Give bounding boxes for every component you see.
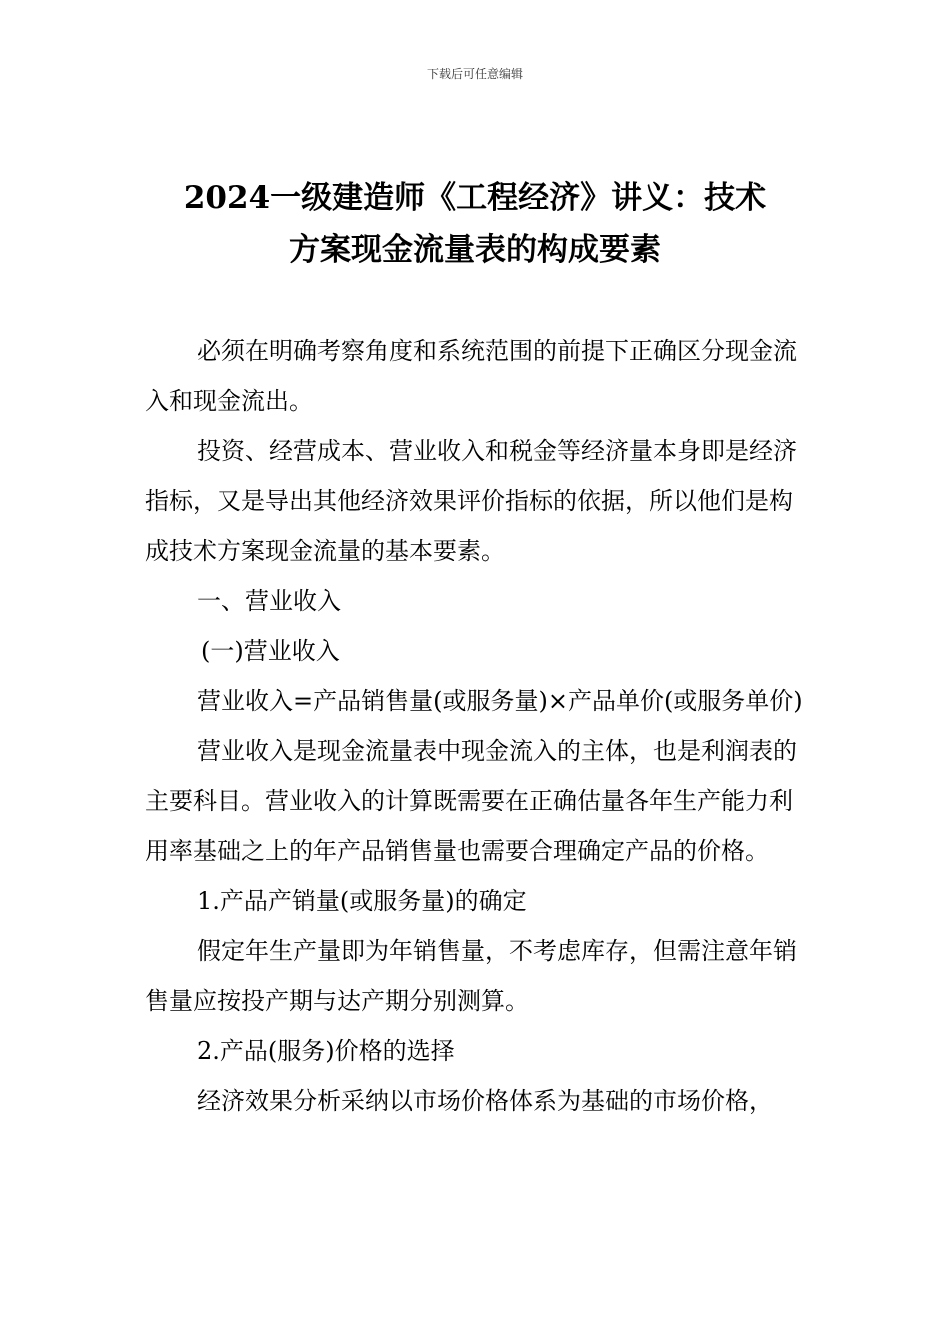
document-title-line-1: 2024一级建造师《工程经济》讲义：技术 bbox=[183, 180, 767, 216]
paragraph-4: 假定年生产量即为年销售量，不考虑库存，但需注意年销售量应按投产期与达产期分别测算。 bbox=[145, 937, 797, 1015]
formula-paragraph: 营业收入=产品销售量(或服务量)×产品单价(或服务单价) bbox=[197, 687, 803, 715]
item-heading-1: 1.产品产销量(或服务量)的确定 bbox=[197, 887, 527, 915]
paragraph-3: 营业收入是现金流量表中现金流入的主体，也是利润表的主要科目。营业收入的计算既需要在正确估量各年生产能力利用率基础之上的年产品销售量也需要合理确定产品的价格。 bbox=[145, 737, 797, 865]
page-header-note: 下载后可任意编辑 bbox=[426, 67, 523, 81]
document-title-line-2: 方案现金流量表的构成要素 bbox=[289, 232, 661, 268]
paragraph-1: 必须在明确考察角度和系统范围的前提下正确区分现金流入和现金流出。 bbox=[145, 337, 797, 415]
subsection-heading-1: (一)营业收入 bbox=[201, 637, 340, 665]
section-heading-1: 一、营业收入 bbox=[197, 587, 341, 615]
item-heading-2: 2.产品(服务)价格的选择 bbox=[197, 1037, 455, 1065]
document-body bbox=[145, 326, 810, 1126]
paragraph-5: 经济效果分析采纳以市场价格体系为基础的市场价格， bbox=[197, 1087, 773, 1115]
paragraph-2: 投资、经营成本、营业收入和税金等经济量本身即是经济指标，又是导出其他经济效果评价指标的依据，所以他们是构成技术方案现金流量的基本要素。 bbox=[145, 437, 797, 565]
document-title bbox=[120, 172, 830, 276]
